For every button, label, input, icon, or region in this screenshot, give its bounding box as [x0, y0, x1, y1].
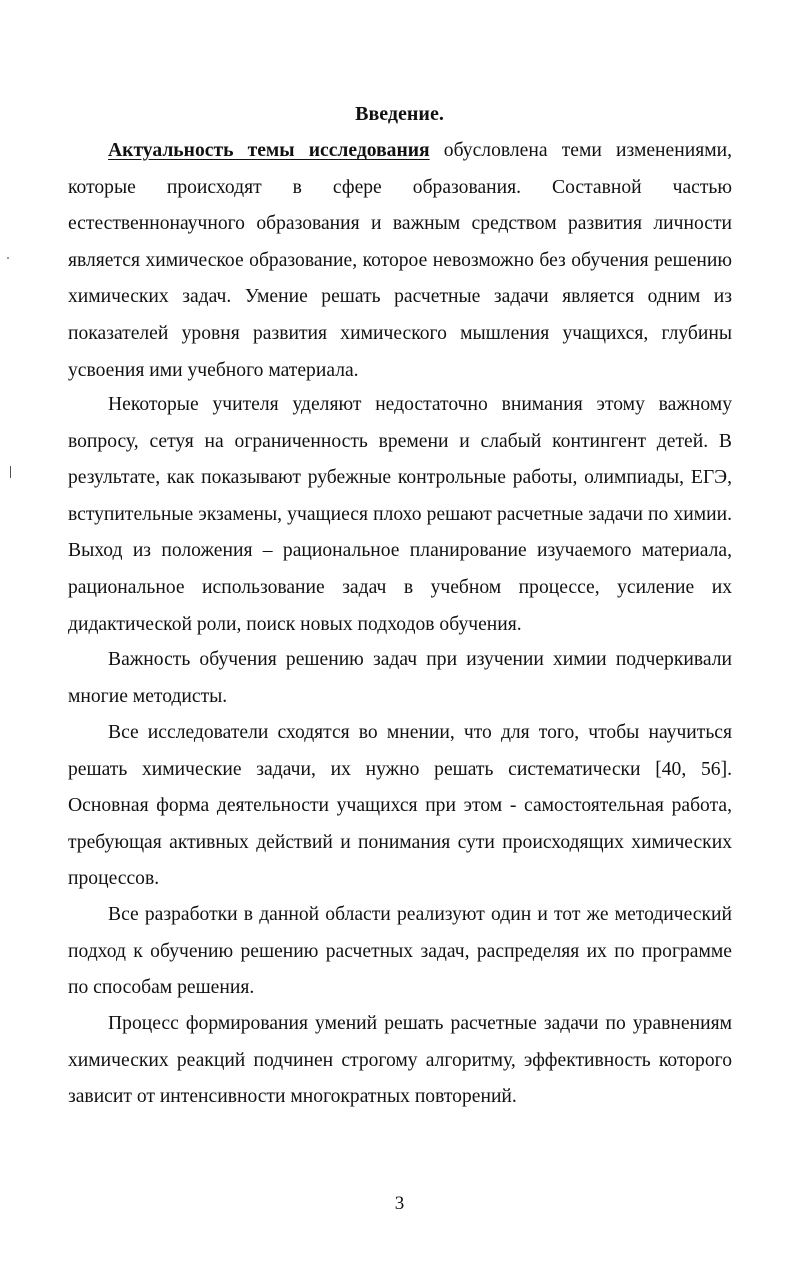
paragraph [68, 642, 732, 715]
paragraph [68, 897, 732, 1007]
paragraph [68, 387, 732, 643]
paragraph [68, 715, 732, 898]
scan-artifact [10, 466, 11, 478]
paragraph [68, 1006, 732, 1116]
paragraph-text: Процесс формирования умений решать расчетные задачи по уравнениям химических реакций подчинен строгому алгоритму, эффективность которого зависит от интенсивности многократных повторений. [68, 1013, 732, 1108]
relevance-heading: Актуальность темы исследования [108, 140, 430, 161]
paragraph-relevance [68, 133, 732, 389]
paragraph-text: Все исследователи сходятся во мнении, что для того, чтобы научиться решать химические задачи, их нужно решать систематически [40, 56]. Основная форма деятельности учащихся при этом - самостоятельная работа, требующая активных действий и понимания сути происходящих химических процессов. [68, 722, 732, 890]
page-title: Введение. [355, 103, 444, 125]
paragraph-text: Все разработки в данной области реализуют один и тот же методический подход к обучению решению расчетных задач, распределяя их по программе по способам решения. [68, 904, 732, 999]
paragraph-text: Важность обучения решению задач при изучении химии подчеркивали многие методисты. [68, 649, 732, 707]
scan-artifact [7, 257, 9, 259]
paragraph-text: Некоторые учителя уделяют недостаточно внимания этому важному вопросу, сетуя на ограниченность времени и слабый контингент детей. В результате, как показывают рубежные контрольные работы, олимпиады, ЕГЭ, вступительные экзамены, учащиеся плохо решают расчетные задачи по химии. Выход из положения – рациональное планирование изучаемого материала, рациональное использование задач в учебном процессе, усиление их дидактической роли, поиск новых подходов обучения. [68, 394, 732, 635]
page-number: 3 [394, 1193, 405, 1214]
paragraph-text: обусловлена теми изменениями, которые происходят в сфере образования. Составной частью естественнонаучного образования и важным средством развития личности является химическое образование, которое невозможно без обучения решению химических задач. Умение решать расчетные задачи является одним из показателей уровня развития химического мышления учащихся, глубины усвоения ими учебного материала. [68, 140, 732, 381]
